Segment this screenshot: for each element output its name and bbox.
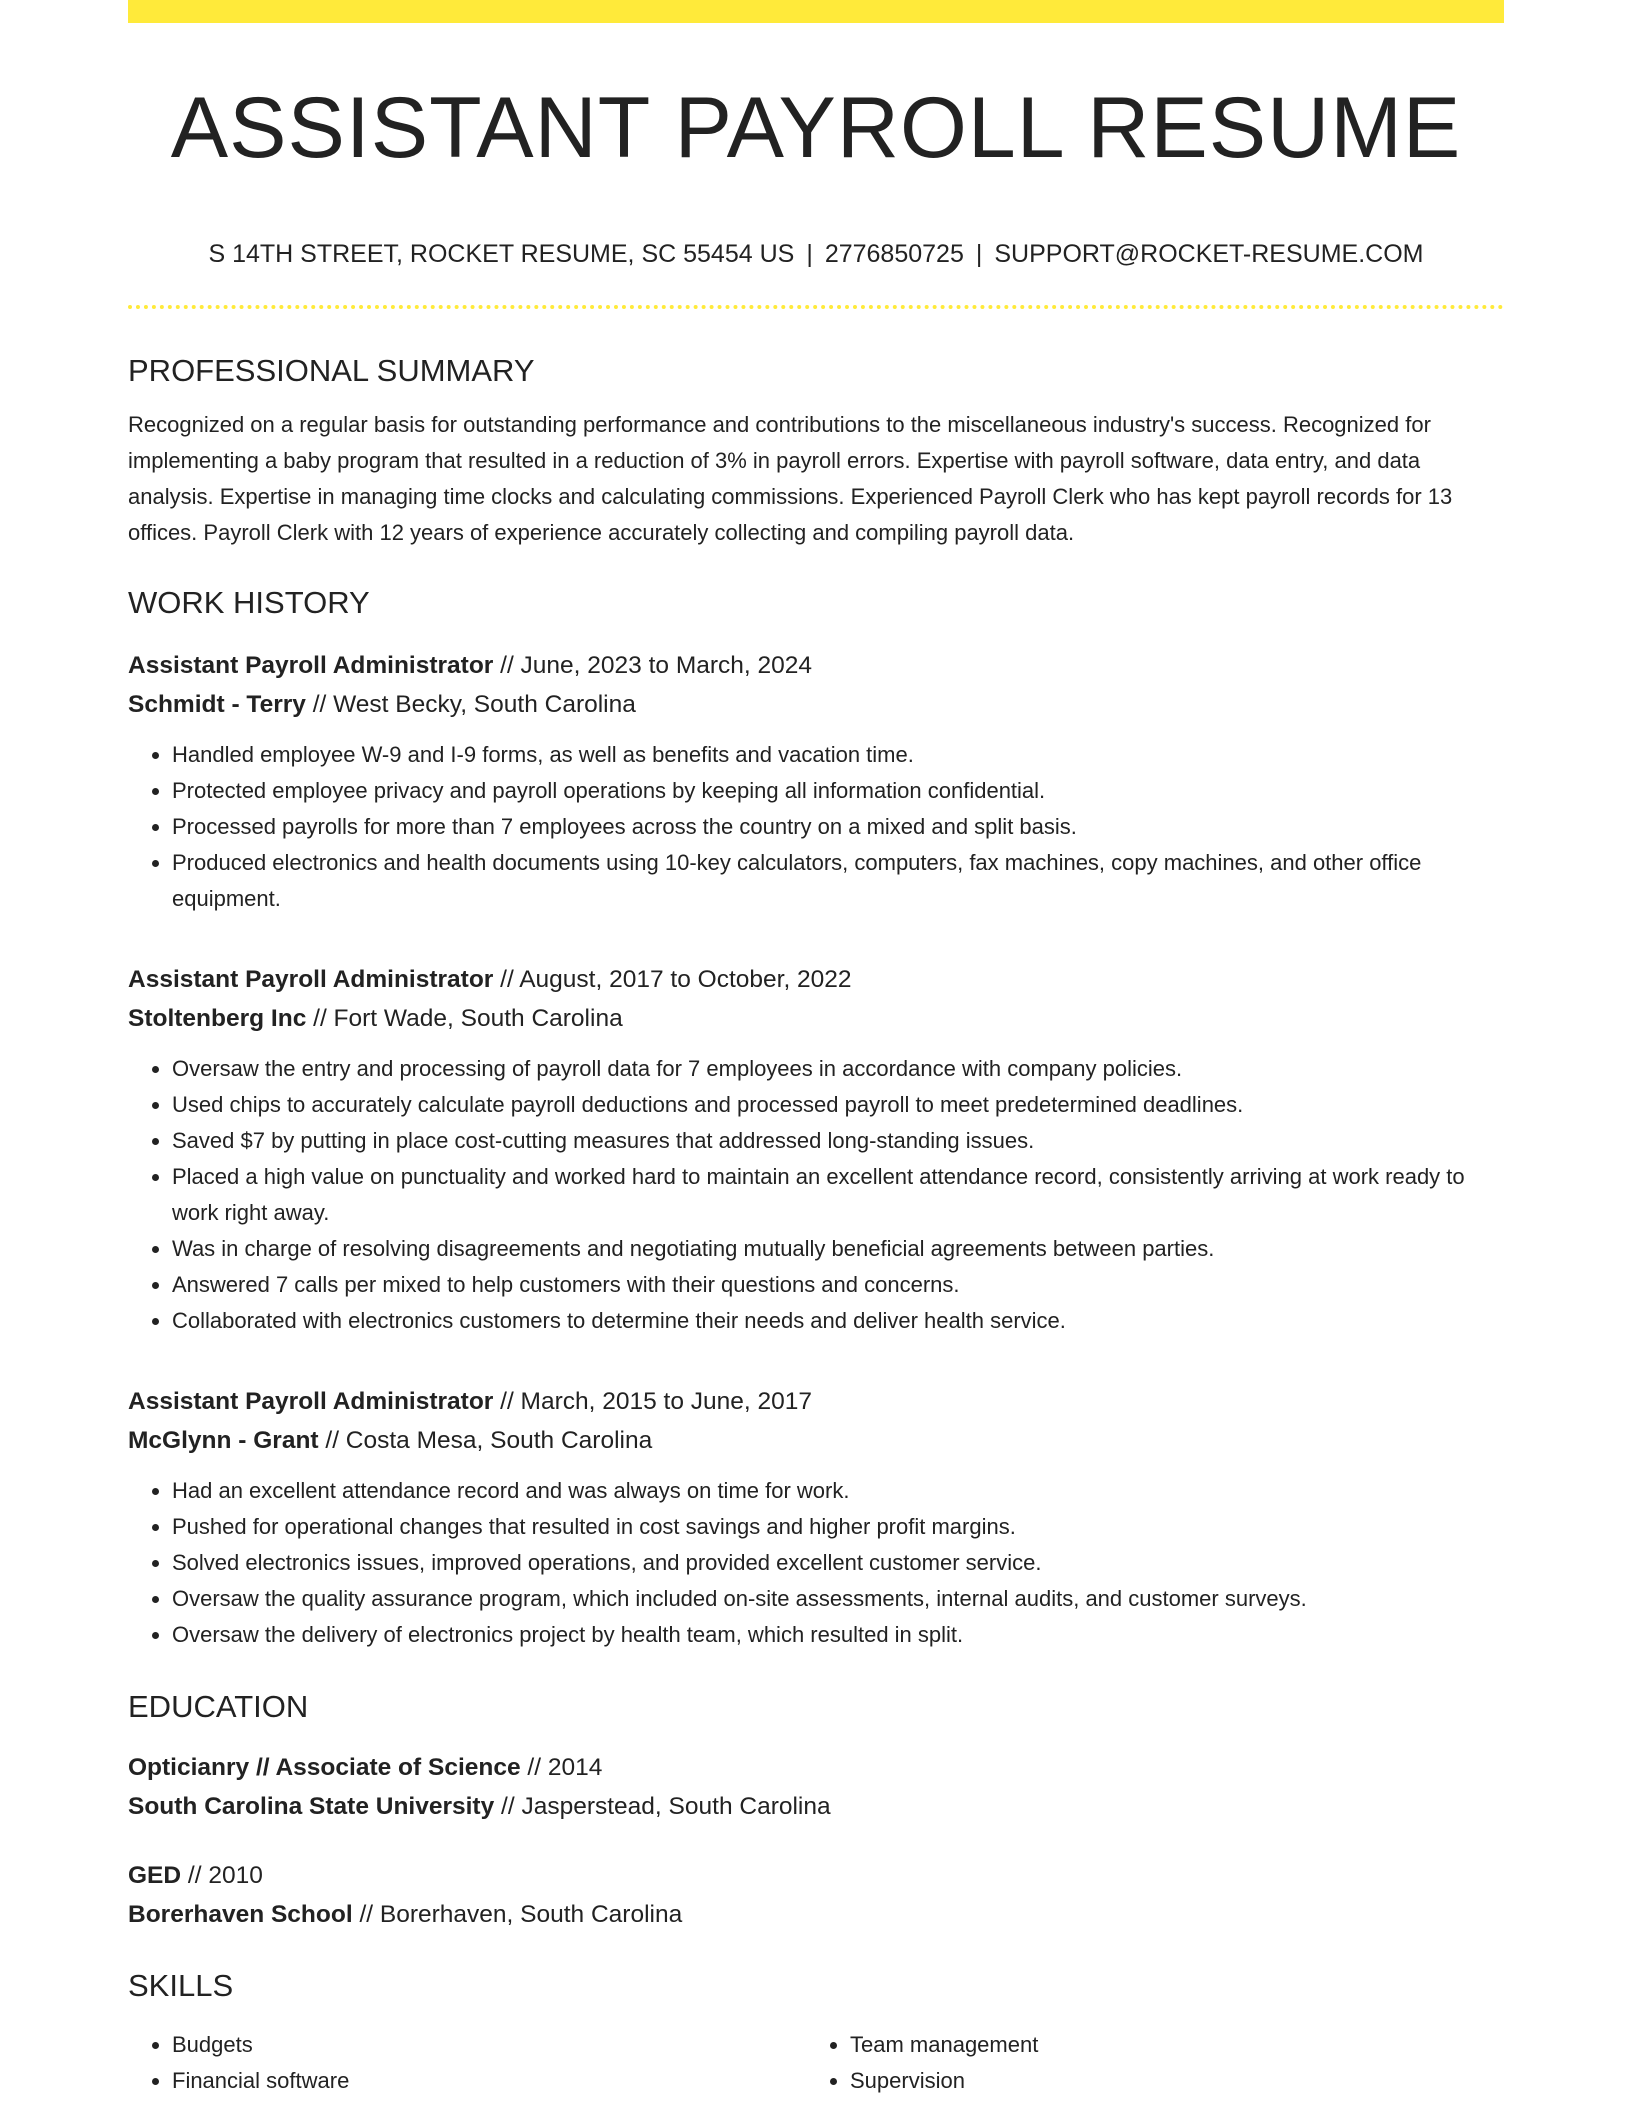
job-entry bbox=[128, 960, 1504, 1339]
job-dates: // August, 2017 to October, 2022 bbox=[493, 966, 852, 993]
skill-item: • Team management bbox=[850, 2027, 1484, 2063]
job-title: Assistant Payroll Administrator bbox=[128, 966, 494, 993]
school-line bbox=[128, 1895, 1504, 1934]
list-item: • Handled employee W-9 and I-9 forms, as well as benefits and vacation time. bbox=[172, 737, 1504, 773]
job-title-line bbox=[128, 960, 1504, 999]
skills-heading: SKILLS bbox=[128, 1968, 234, 2003]
job-entry bbox=[128, 646, 1504, 917]
school: Borerhaven School bbox=[128, 1901, 353, 1928]
contact-phone: 2776850725 bbox=[824, 240, 964, 268]
job-bullets bbox=[128, 1473, 1504, 1653]
list-item: • Used chips to accurately calculate payroll deductions and processed payroll to meet predetermined deadlines. bbox=[172, 1087, 1504, 1123]
job-bullets bbox=[128, 1051, 1504, 1339]
degree-line bbox=[128, 1856, 1504, 1895]
contact-address: S 14TH STREET, ROCKET RESUME, SC 55454 US bbox=[208, 240, 795, 268]
resume-title: ASSISTANT PAYROLL RESUME bbox=[170, 80, 1462, 176]
education-heading: EDUCATION bbox=[128, 1689, 309, 1724]
list-item: • Saved $7 by putting in place cost-cutting measures that addressed long-standing issues. bbox=[172, 1123, 1504, 1159]
list-item: • Was in charge of resolving disagreements and negotiating mutually beneficial agreements between parties. bbox=[172, 1231, 1504, 1267]
degree-line bbox=[128, 1748, 1504, 1787]
degree: Opticianry // Associate of Science bbox=[128, 1754, 521, 1781]
job-title-line bbox=[128, 1382, 1504, 1421]
school-location: // Borerhaven, South Carolina bbox=[352, 1901, 683, 1928]
job-company-line bbox=[128, 999, 1504, 1038]
job-bullets bbox=[128, 737, 1504, 917]
list-item: • Oversaw the delivery of electronics project by health team, which resulted in split. bbox=[172, 1617, 1504, 1653]
job-title-line bbox=[128, 646, 1504, 685]
school: South Carolina State University bbox=[128, 1793, 495, 1820]
skills-columns bbox=[128, 2027, 1504, 2099]
job-location: // West Becky, South Carolina bbox=[305, 691, 636, 718]
skills-left-column bbox=[128, 2027, 806, 2099]
contact-line bbox=[128, 242, 1504, 267]
education-entry bbox=[128, 1856, 1504, 1934]
summary-heading: PROFESSIONAL SUMMARY bbox=[128, 353, 535, 388]
job-title: Assistant Payroll Administrator bbox=[128, 1388, 494, 1415]
skill-item: • Supervision bbox=[850, 2063, 1484, 2099]
skill-item: • Financial software bbox=[172, 2063, 806, 2099]
job-company: Stoltenberg Inc bbox=[128, 1005, 307, 1032]
skills-right-column bbox=[806, 2027, 1484, 2099]
degree: GED bbox=[128, 1862, 182, 1889]
job-company-line bbox=[128, 1421, 1504, 1460]
job-company: Schmidt - Terry bbox=[128, 691, 306, 718]
contact-separator: | bbox=[806, 240, 813, 268]
job-location: // Costa Mesa, South Carolina bbox=[318, 1427, 653, 1454]
top-accent-bar bbox=[128, 0, 1504, 23]
list-item: • Processed payrolls for more than 7 employees across the country on a mixed and split basis. bbox=[172, 809, 1504, 845]
job-dates: // June, 2023 to March, 2024 bbox=[493, 652, 813, 679]
list-item: • Collaborated with electronics customers to determine their needs and deliver health service. bbox=[172, 1303, 1504, 1339]
dotted-divider bbox=[128, 305, 1504, 309]
list-item: • Answered 7 calls per mixed to help customers with their questions and concerns. bbox=[172, 1267, 1504, 1303]
school-line bbox=[128, 1787, 1504, 1826]
list-item: • Pushed for operational changes that resulted in cost savings and higher profit margins. bbox=[172, 1509, 1504, 1545]
list-item: • Produced electronics and health documents using 10-key calculators, computers, fax machines, copy machines, and other office equipment. bbox=[172, 845, 1504, 917]
education-entry bbox=[128, 1748, 1504, 1826]
summary-text: Recognized on a regular basis for outstanding performance and contributions to the miscellaneous industry's success. Recognized for implementing a baby program that resulted in a reduction of 3% in payroll errors. Expertise with payroll software, data entry, and data analysis. Expertise in managing time clocks and calculating commissions. Experienced Payroll Clerk who has kept payroll records for 13 offices. Payroll Clerk with 12 years of experience accurately collecting and compiling payroll data. bbox=[128, 412, 1453, 545]
contact-separator: | bbox=[975, 240, 983, 268]
list-item: • Had an excellent attendance record and was always on time for work. bbox=[172, 1473, 1504, 1509]
contact-email: SUPPORT@ROCKET-RESUME.COM bbox=[994, 240, 1424, 268]
list-item: • Oversaw the entry and processing of payroll data for 7 employees in accordance with company policies. bbox=[172, 1051, 1504, 1087]
list-item: • Oversaw the quality assurance program, which included on-site assessments, internal audits, and customer surveys. bbox=[172, 1581, 1504, 1617]
job-company: McGlynn - Grant bbox=[128, 1427, 319, 1454]
skill-item: • Budgets bbox=[172, 2027, 806, 2063]
resume-page bbox=[128, 0, 1504, 2099]
job-title: Assistant Payroll Administrator bbox=[128, 652, 494, 679]
list-item: • Placed a high value on punctuality and worked hard to maintain an excellent attendance record, consistently arriving at work ready to work right away. bbox=[172, 1159, 1504, 1231]
degree-year: // 2014 bbox=[520, 1754, 603, 1781]
work-history-heading: WORK HISTORY bbox=[128, 585, 370, 620]
degree-year: // 2010 bbox=[181, 1862, 263, 1889]
job-company-line bbox=[128, 685, 1504, 724]
school-location: // Jasperstead, South Carolina bbox=[494, 1793, 831, 1820]
list-item: • Solved electronics issues, improved operations, and provided excellent customer service. bbox=[172, 1545, 1504, 1581]
list-item: • Protected employee privacy and payroll operations by keeping all information confidential. bbox=[172, 773, 1504, 809]
job-dates: // March, 2015 to June, 2017 bbox=[493, 1388, 813, 1415]
job-entry bbox=[128, 1382, 1504, 1653]
job-location: // Fort Wade, South Carolina bbox=[306, 1005, 623, 1032]
